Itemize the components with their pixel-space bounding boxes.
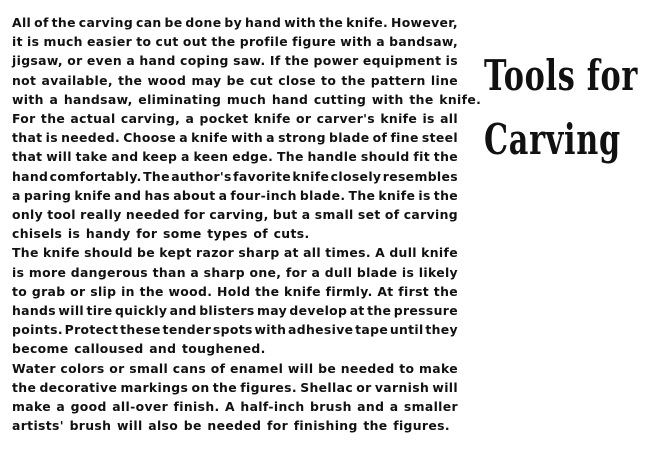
text-line: artists' brush will also be needed for finishing the figures.: [12, 418, 450, 434]
text-line: is more dangerous than a sharp one, for a dull blade is likely: [12, 264, 458, 280]
text-line: with a handsaw, eliminating much hand cutting with the knife.: [12, 91, 482, 107]
paragraph-finishing: [12, 359, 458, 436]
text-line: Water colors or small cans of enamel will be needed to make: [12, 360, 458, 376]
text-line: All of the carving can be done by hand with the knife. However,: [12, 15, 458, 30]
title-line-2: Carving: [484, 115, 621, 164]
text-line: hand comfortably. The author's favorite knife closely resembles: [12, 168, 458, 184]
body-text-column: [12, 13, 482, 435]
text-line: the decorative markings on the figures. Shellac or varnish will: [12, 379, 458, 395]
paragraph-power-tools: [12, 13, 482, 109]
text-line: The knife should be kept razor sharp at all times. A dull knife: [12, 245, 458, 261]
text-line: hands will tire quickly and blisters may develop at the pressure: [12, 303, 458, 319]
paragraph-knife: [12, 109, 458, 243]
text-line: to grab or slip in the wood. Hold the knife firmly. At first the: [12, 283, 458, 299]
paragraph-sharpness: [12, 243, 458, 358]
text-line: not available, the wood may be cut close to the pattern line: [12, 72, 458, 88]
text-line: make a good all-over finish. A half-inch brush and a smaller: [12, 399, 458, 415]
text-line: jigsaw, or even a hand coping saw. If the power equipment is: [12, 53, 458, 69]
title-line-1: Tools for: [484, 51, 639, 100]
text-line: For the actual carving, a pocket knife or carver's knife is all: [12, 111, 458, 127]
text-line: chisels is handy for some types of cuts.: [12, 226, 310, 242]
text-line: that will take and keep a keen edge. The handle should fit the: [12, 149, 458, 165]
text-line: a paring knife and has about a four-inch blade. The knife is the: [12, 187, 458, 203]
text-line: points. Protect these tender spots with adhesive tape until they: [12, 322, 458, 338]
section-title: [484, 44, 639, 172]
text-line: become calloused and toughened.: [12, 341, 266, 357]
text-line: it is much easier to cut out the profile figure with a bandsaw,: [12, 34, 458, 50]
text-line: that is needed. Choose a knife with a strong blade of fine steel: [12, 130, 458, 146]
text-line: only tool really needed for carving, but a small set of carving: [12, 207, 458, 223]
